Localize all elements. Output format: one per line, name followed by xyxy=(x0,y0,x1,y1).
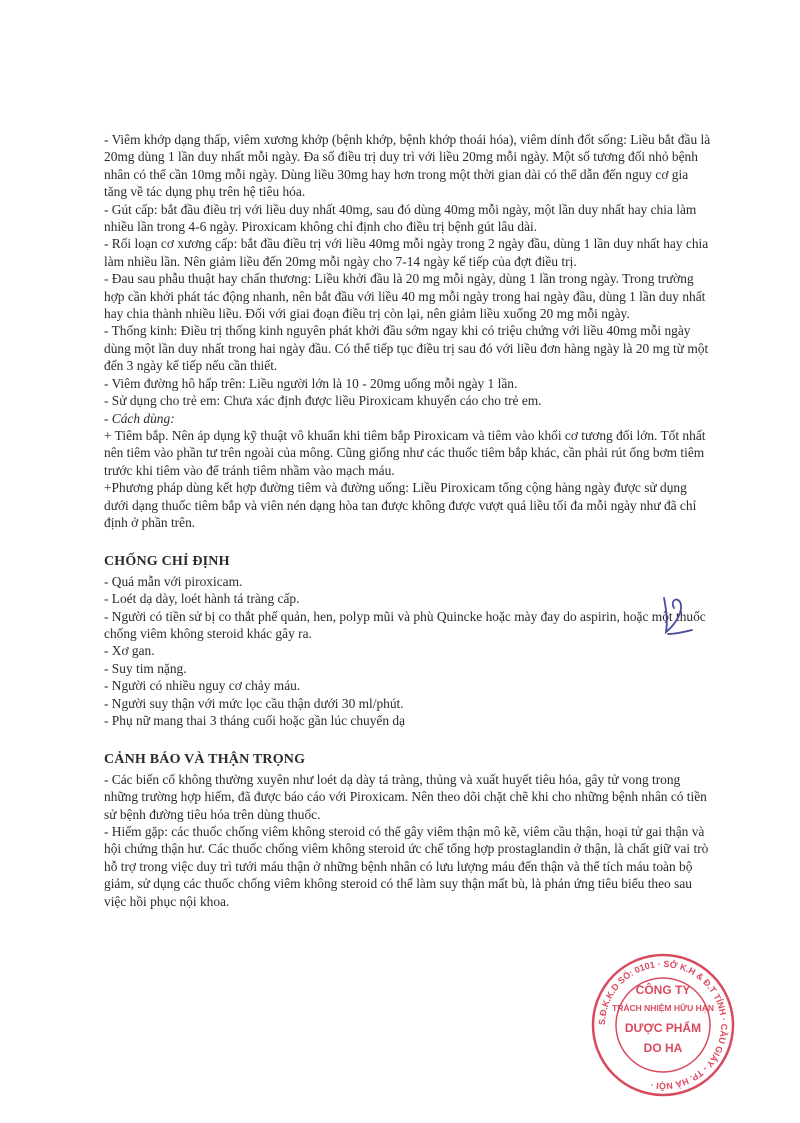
usage-combined: +Phương pháp dùng kết hợp đường tiêm và đường uống: Liều Piroxicam tổng cộng hàng ngày được sử dụng dưới dạng thuốc tiêm bắp và viên nén dạng hòa tan được không được vượt quá liều tối đa mỗi ngày như đã chỉ định ở phần trên. xyxy=(104,480,697,530)
dosage-respiratory: - Viêm đường hô hấp trên: Liều người lớn là 10 - 20mg uống mỗi ngày 1 lần. xyxy=(104,375,518,391)
seal-line-name: DO HA xyxy=(643,1041,683,1055)
contra-item: - Xơ gan. xyxy=(104,643,155,659)
warning-renal: - Hiếm gặp: các thuốc chống viêm không steroid có thể gây viêm thận mô kẽ, viêm cầu thận, hoại tử gai thận và hội chứng thận hư. Các thuốc chống viêm không steroid ức chế tổng hợp prostaglandin ở thận, là chất giữ vai trò hỗ trợ trong việc duy trì tưới máu thận ở những bệnh nhân có lưu lượng máu đến thận và thể tích máu toàn bộ giảm, sử dụng các thuốc chống viêm không steroid có thể làm suy thận mất bù, là phản ứng tiêu biểu theo sau việc hồi phục nội khoa. xyxy=(104,824,709,909)
contra-item: - Người có tiền sử bị co thắt phế quản, hen, polyp mũi và phù Quincke hoặc mày đay do aspirin, hoặc một thuốc chống viêm không steroid khác gây ra. xyxy=(104,608,706,641)
dosage-postoperative: - Đau sau phẫu thuật hay chấn thương: Liều khởi đầu là 20 mg mỗi ngày, dùng 1 lần trong ngày. Trong trường hợp cần khởi phát tác động nhanh, nên bắt đầu với liều 40 mg mỗi ngày trong hai ngày đầu, dùng 1 lần duy nhất hay chia thành nhiều liều. Đối với giai đoạn điều trị còn lại, nên giảm liều xuống 20 mg mỗi ngày. xyxy=(104,271,706,322)
dosage-dysmenorrhea: - Thống kinh: Điều trị thống kinh nguyên phát khởi đầu sớm ngay khi có triệu chứng với liều 40mg mỗi ngày dùng một lần duy nhất trong hai ngày đầu. Có thể tiếp tục điều trị sau đó với liều đơn hàng ngày là 20 mg từ một đến 3 ngày kế tiếp nếu cần thiết. xyxy=(104,323,709,374)
usage-heading: - Cách dùng: xyxy=(104,410,175,426)
warning-gastro: - Các biến cố không thường xuyên như loét dạ dày tá tràng, thủng và xuất huyết tiêu hóa, gây tử vong trong những trường hợp hiếm, đã được báo cáo với Piroxicam. Nên theo dõi chặt chẽ khi cho những bệnh nhân có tiền sử bệnh đường tiêu hóa trên dùng thuốc. xyxy=(104,771,707,822)
contraindications-heading: CHỐNG CHỈ ĐỊNH xyxy=(104,554,230,570)
dosage-gout: - Gút cấp: bắt đầu điều trị với liều duy nhất 40mg, sau đó dùng 40mg mỗi ngày, một lần duy nhất hay chia làm nhiều lần trong 4-6 ngày. Piroxicam không chỉ định cho điều trị bệnh gút lâu dài. xyxy=(104,201,697,235)
contra-item: - Người suy thận với mức lọc cầu thận dưới 30 ml/phút. xyxy=(104,695,404,711)
company-seal xyxy=(588,950,738,1100)
warnings-heading: CẢNH BÁO VÀ THẬN TRỌNG xyxy=(104,752,306,768)
dosage-children: - Sử dụng cho trẻ em: Chưa xác định được liều Piroxicam khuyến cáo cho trẻ em. xyxy=(104,393,542,409)
seal-line-type: TRÁCH NHIỆM HỮU HẠN xyxy=(612,1003,714,1013)
dosage-rheumatoid: - Viêm khớp dạng thấp, viêm xương khớp (bệnh khớp, bệnh khớp thoái hóa), viêm dính đốt sống: Liều bắt đầu là 20mg dùng 1 lần duy nhất mỗi ngày. Đa số điều trị duy trì với liều 20mg mỗi ngày. Một số tương đối nhỏ bệnh nhân có thể cần 10mg mỗi ngày. Dùng liều 30mg hay hơn trong một thời gian dài có thể dẫn đến nguy cơ gia tăng về tác dụng phụ trên hệ tiêu hóa. xyxy=(104,132,711,200)
dosage-musculoskeletal: - Rối loạn cơ xương cấp: bắt đầu điều trị với liều 40mg mỗi ngày trong 2 ngày đầu, dùng 1 lần duy nhất hay chia làm nhiều lần. Nên giảm liều đến 20mg mỗi ngày cho 7-14 ngày kế tiếp của đợt điều trị. xyxy=(104,236,709,269)
contra-item: - Quá mẫn với piroxicam. xyxy=(104,573,243,589)
contra-item: - Loét dạ dày, loét hành tá tràng cấp. xyxy=(104,591,300,607)
usage-injection: + Tiêm bắp. Nên áp dụng kỹ thuật vô khuẩn khi tiêm bắp Piroxicam và tiêm vào khối cơ tương đối lớn. Tốt nhất nên tiêm vào phần tư trên ngoài của mông. Cũng giống như các thuốc tiêm bắp khác, cần phải rút ống bơm tiêm trước khi tiêm vào để tránh tiêm nhầm vào mạch máu. xyxy=(104,427,706,478)
handwritten-signature xyxy=(650,590,700,640)
contra-item: - Suy tim nặng. xyxy=(104,660,187,676)
svg-text:S.Đ.K.K.D SỐ: 0101 · SỞ K.H &: S.Đ.K.K.D SỐ: 0101 · SỞ K.H & Đ.T TỈNH · CẦU GIẤY - TP. HÀ NỘI · xyxy=(596,958,730,1092)
document-body xyxy=(104,131,714,910)
seal-line-company: CÔNG TY xyxy=(635,983,691,997)
seal-line-pharma: DƯỢC PHẨM xyxy=(624,1021,702,1035)
contra-item: - Phụ nữ mang thai 3 tháng cuối hoặc gần lúc chuyển dạ xyxy=(104,713,406,728)
contra-item: - Người có nhiều nguy cơ chảy máu. xyxy=(104,678,301,694)
